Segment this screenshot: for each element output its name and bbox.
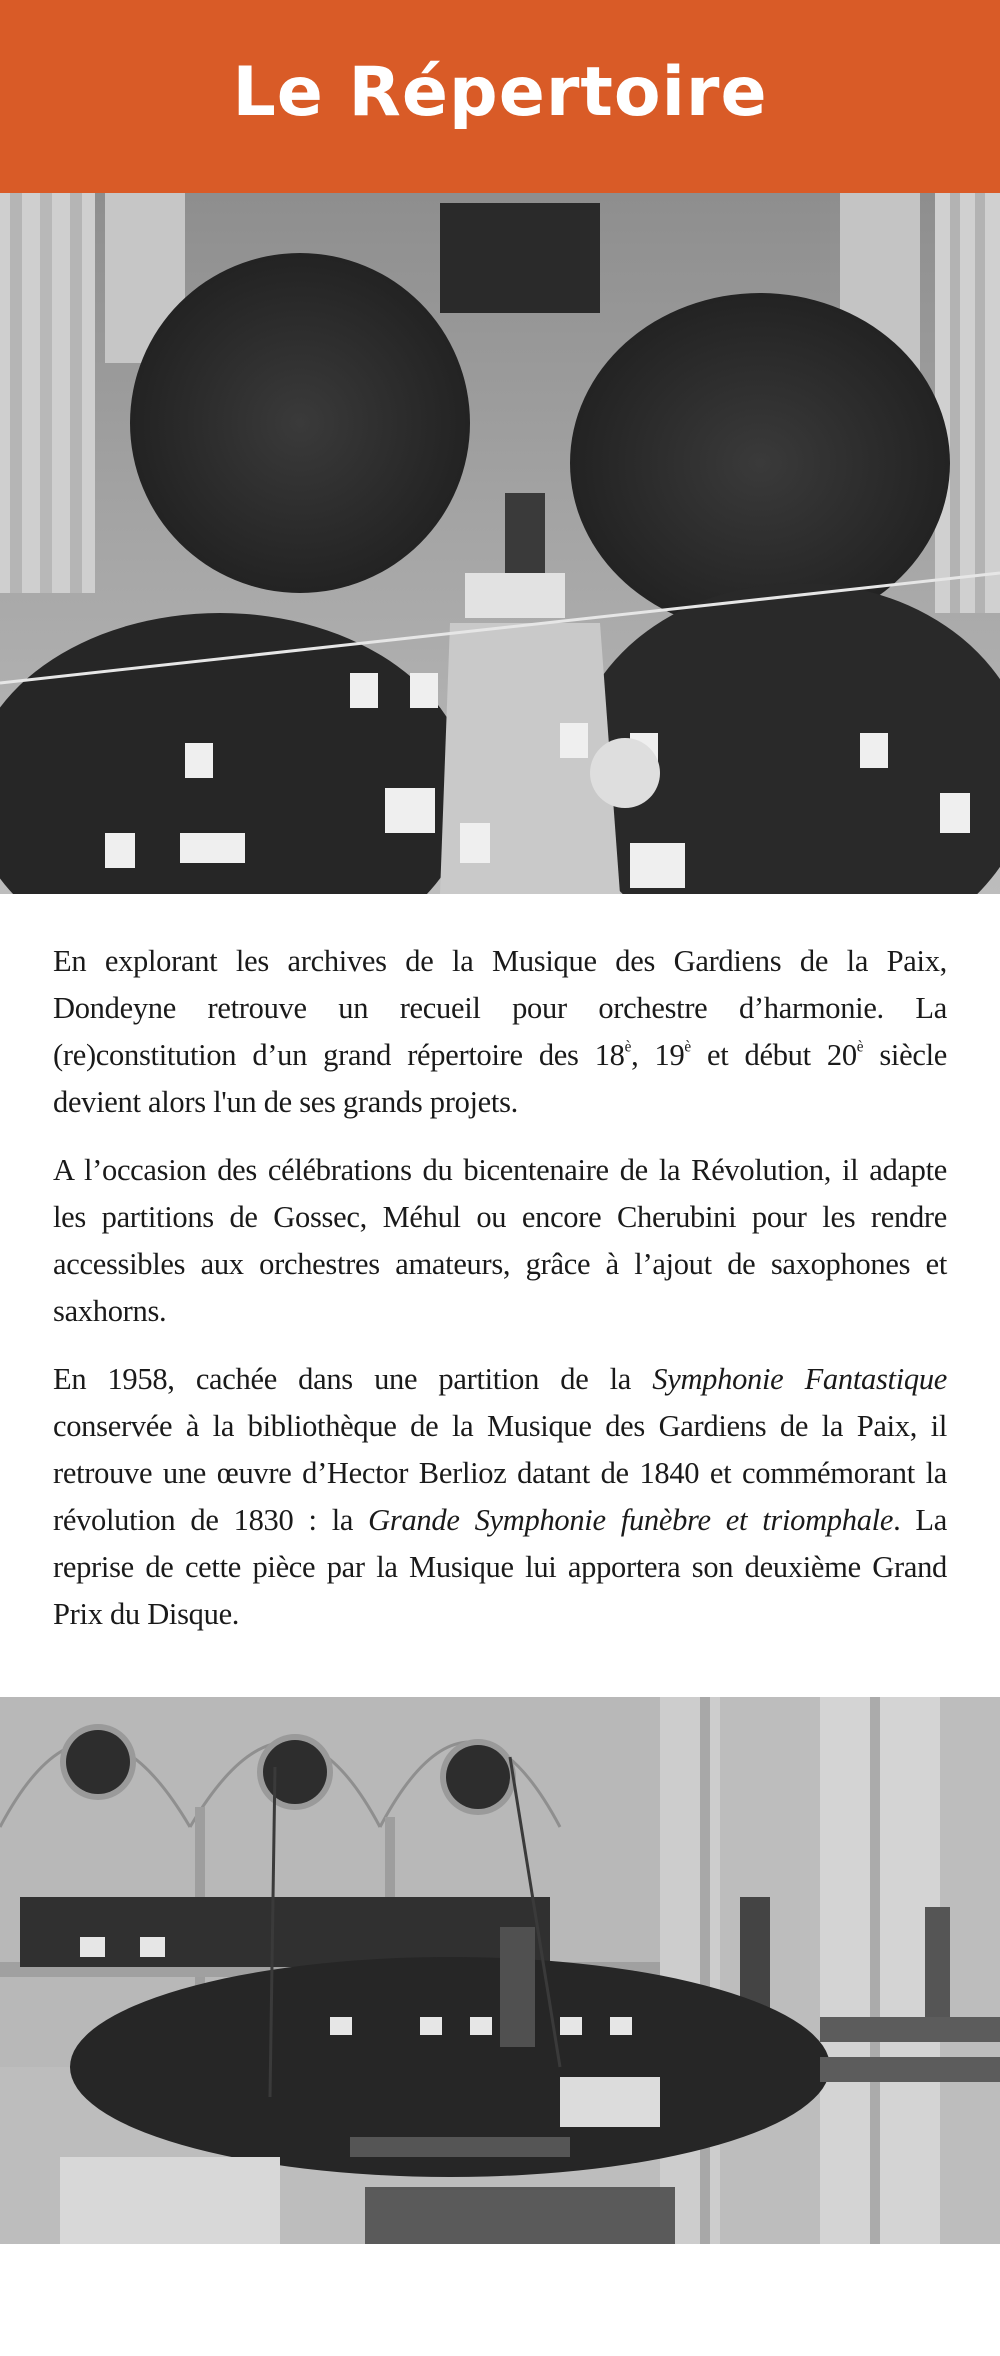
work-title-grande-symphonie: Grande Symphonie funèbre et triomphale [368, 1503, 894, 1537]
work-title-symphonie-fantastique: Symphonie Fantastique [652, 1362, 948, 1396]
paragraph-2: A l’occasion des célébrations du bicentenaire de la Révolution, il adapte les partitions de Gossec, Méhul ou encore Cherubini pour les rendre accessibles aux orchestres amateurs, grâce à l’ajout de saxophones et saxhorns. [53, 1153, 947, 1328]
paragraph-3: En 1958, cachée dans une partition de la Symphonie Fantastique conservée à la bibliothèque de la Musique des Gardiens de la Paix, il retrouve une œuvre d’Hector Berlioz datant de 1840 et commémorant la révolution de 1830 : la Grande Symphonie funèbre et triomphale. La reprise de cette pièce par la Musique lui apportera son deuxième Grand Prix du Disque. [53, 1362, 948, 1631]
article-body [0, 894, 1000, 1638]
paragraph-1: En explorant les archives de la Musique des Gardiens de la Paix, Dondeyne retrouve un recueil pour orchestre d’harmonie. La (re)constitution d’un grand répertoire des $18^è$, $19^è$ et début $20^è$ siècle devient alors l'un de ses grands projets. [53, 944, 947, 1119]
page-header [0, 0, 1000, 193]
photo-placeholder-1 [0, 193, 1000, 894]
photo-orchestra-church-rehearsal [0, 1697, 1000, 2244]
page-title: Le Répertoire [232, 53, 768, 132]
photo-placeholder-2 [0, 1697, 1000, 2244]
photo-orchestra-choir-rehearsal [0, 193, 1000, 894]
section-spacer [0, 1638, 1000, 1697]
